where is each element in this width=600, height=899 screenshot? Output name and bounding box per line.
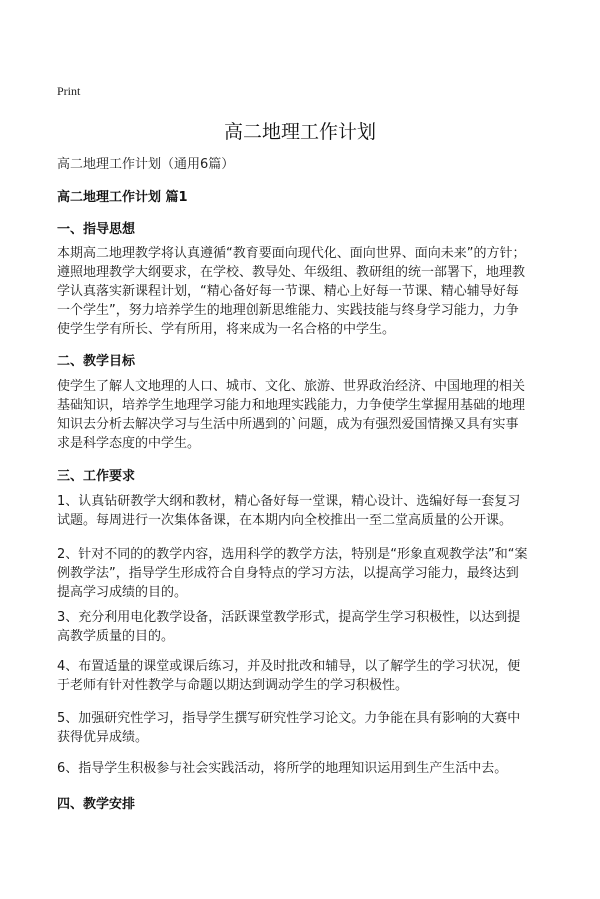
paragraph-line: 使学生了解人文地理的人口、城市、文化、旅游、世界政治经济、中国地理的相关 [57, 379, 526, 394]
paragraph-line: 6、指导学生积极参与社会实践活动，将所学的地理知识运用到生产生活中去。 [57, 761, 508, 776]
section-heading-1: 一、指导思想 [57, 222, 136, 237]
section-1-paragraph-1 [57, 244, 547, 339]
paragraph-line: 学认真落实新课程计划，“精心备好每一节课、精心上好每一节课、精心辅导好每 [57, 284, 519, 299]
section-heading-2: 二、教学目标 [57, 354, 136, 369]
paragraph-line: 使学生学有所长、学有所用，将来成为一名合格的中学生。 [57, 322, 396, 337]
paragraph-line: 3、充分利用电化教学设备，活跃课堂教学形式，提高学生学习积极性，以达到提 [57, 610, 521, 625]
paragraph-line: 知识去分析去解决学习与生活中所遇到的`问题，成为有强烈爱国情操又具有实事 [57, 417, 519, 432]
paragraph-line: 本期高二地理教学将认真遵循“教育要面向现代化、面向世界、面向未来”的方针； [57, 246, 526, 261]
paragraph-line: 于老师有针对性教学与命题以期达到调动学生的学习积极性。 [57, 678, 409, 693]
paragraph-line: 一个学生”，努力培养学生的地理创新思维能力、实践技能与终身学习能力，力争 [57, 303, 519, 318]
section-heading-3: 三、工作要求 [57, 469, 136, 484]
section-3-paragraph-1 [57, 492, 547, 530]
paragraph-line: 5、加强研究性学习，指导学生撰写研究性学习论文。力争能在具有影响的大赛中 [57, 711, 521, 726]
section-2-paragraph-1 [57, 377, 547, 453]
section-3-paragraph-3 [57, 608, 547, 646]
paragraph-line: 2、针对不同的的教学内容，选用科学的教学方法，特别是“形象直观教学法”和“案 [57, 547, 528, 562]
section-3-paragraph-6 [57, 759, 547, 778]
paragraph-line: 4、布置适量的课堂或课后练习，并及时批改和辅导，以了解学生的学习状况，便 [57, 659, 521, 674]
paragraph-line: 获得优异成绩。 [57, 730, 149, 745]
paragraph-line: 1、认真钻研教学大纲和教材，精心备好每一堂课，精心设计、选编好每一套复习 [57, 494, 521, 509]
section-3-paragraph-2 [57, 545, 547, 602]
document-subtitle: 高二地理工作计划（通用6篇） [57, 157, 235, 172]
section-heading-4: 四、教学安排 [57, 797, 136, 812]
section-3-paragraph-4 [57, 657, 547, 695]
paragraph-line: 基础知识，培养学生地理学习能力和地理实践能力，力争使学生掌握用基础的地理 [57, 398, 526, 413]
paragraph-line: 求是科学态度的中学生。 [57, 436, 201, 451]
paragraph-line: 高教学质量的目的。 [57, 629, 175, 644]
print-label: Print [57, 84, 81, 98]
paragraph-line: 试题。每周进行一次集体备课，在本期内向全校推出一至二堂高质量的公开课。 [57, 513, 513, 528]
paragraph-line: 例教学法”，指导学生形成符合自身特点的学习方法，以提高学习能力，最终达到 [57, 566, 519, 581]
document-title: 高二地理工作计划 [223, 121, 376, 143]
article-heading: 高二地理工作计划 篇1 [57, 190, 188, 205]
section-3-paragraph-5 [57, 709, 547, 747]
paragraph-line: 遵照地理教学大纲要求，在学校、教导处、年级组、教研组的统一部署下，地理教 [57, 265, 526, 280]
paragraph-line: 提高学习成绩的目的。 [57, 585, 188, 600]
